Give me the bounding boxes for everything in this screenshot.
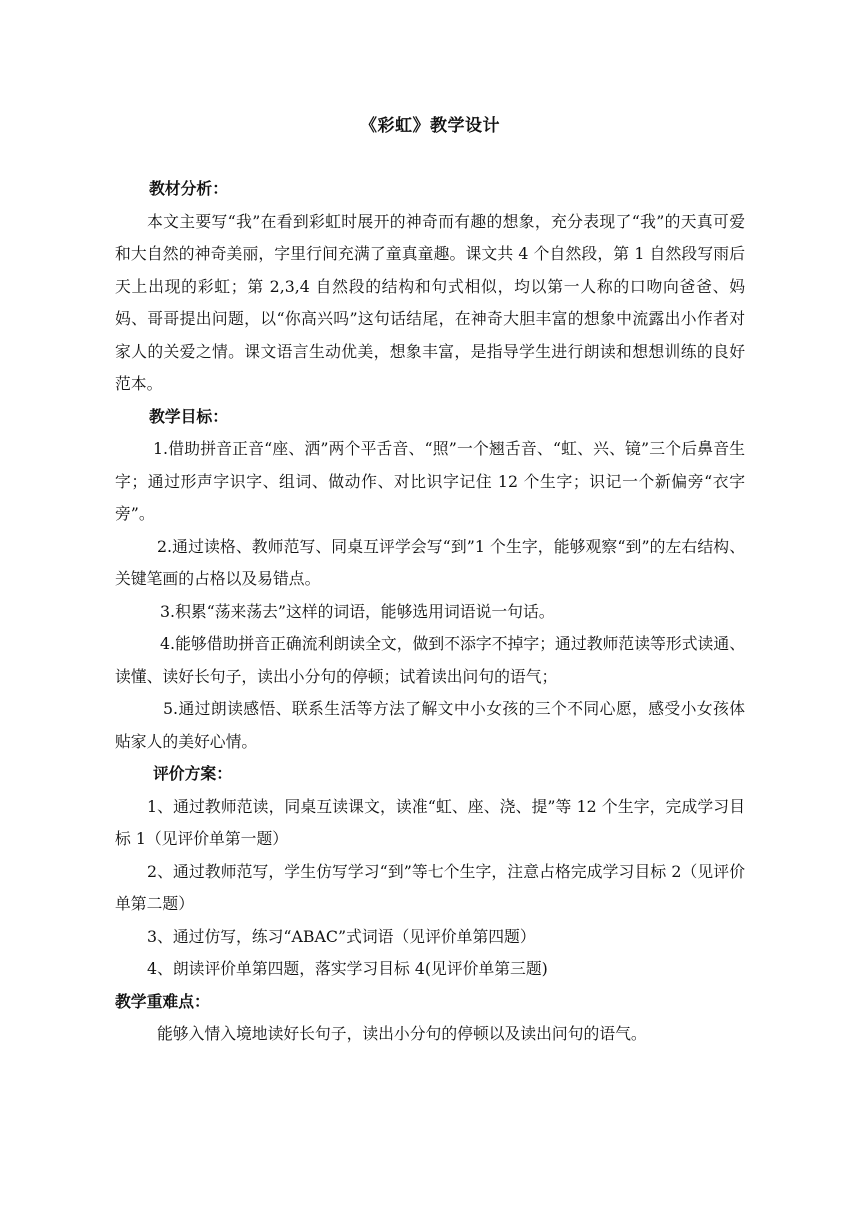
evaluation-heading: 评价方案：: [153, 764, 232, 783]
document-title: 《彩虹》教学设计: [360, 116, 500, 136]
goals-heading: 教学目标：: [149, 406, 228, 426]
analysis-heading: 教材分析：: [149, 179, 228, 198]
goal-item: 4.能够借助拼音正确流利朗读全文，做到不添字不掉字；通过教师范读等形式读通、读懂、读好长句子，读出小分句的停顿；试着读出问句的语气；: [115, 634, 745, 686]
evaluation-item: 4、朗读评价单第四题，落实学习目标 4(见评价单第三题): [147, 959, 548, 978]
goal-item: 1.借助拼音正音“座、洒”两个平舌音、“照”一个翘舌音、“虹、兴、镜”三个后鼻音生字；通过形声字识字、组词、做动作、对比识字记住 12 个生字；识记一个新偏旁“衣字旁”。: [115, 439, 745, 523]
evaluation-item: 1、通过教师范读，同桌互读课文，读准“虹、座、浇、提”等 12 个生字，完成学习目标 1（见评价单第一题）: [115, 796, 745, 848]
evaluation-item: 3、通过仿写，练习“ABAC”式词语（见评价单第四题）: [147, 926, 536, 946]
goal-item: 3.积累“荡来荡去”这样的词语，能够选用词语说一句话。: [160, 601, 555, 621]
analysis-paragraph: 本文主要写“我”在看到彩虹时展开的神奇而有趣的想象，充分表现了“我”的天真可爱和大自然的神奇美丽，字里行间充满了童真童趣。课文共 4 个自然段，第 1 自然段写雨后天上出现的彩虹；第 2,3,4 自然段的结构和句式相似，均以第一人称的口吻向爸爸、妈妈、哥哥提出问题，以“你高兴吗”这句话结尾，在神奇大胆丰富的想象中流露出小作者对家人的关爱之情。课文语言生动优美，想象丰富，是指导学生进行朗读和想想训练的良好范本。: [115, 211, 745, 393]
evaluation-item: 2、通过教师范写，学生仿写学习“到”等七个生字，注意占格完成学习目标 2（见评价单第二题）: [115, 861, 745, 913]
goal-item: 5.通过朗读感悟、联系生活等方法了解文中小女孩的三个不同心愿，感受小女孩体贴家人的美好心情。: [115, 699, 745, 751]
difficulties-paragraph: 能够入情入境地读好长句子，读出小分句的停顿以及读出问句的语气。: [157, 1024, 647, 1043]
goal-item: 2.通过读格、教师范写、同桌互评学会写“到”1 个生字，能够观察“到”的左右结构、关键笔画的占格以及易错点。: [115, 536, 745, 588]
document-body: [115, 173, 745, 1051]
difficulties-heading: 教学重难点：: [115, 991, 210, 1011]
